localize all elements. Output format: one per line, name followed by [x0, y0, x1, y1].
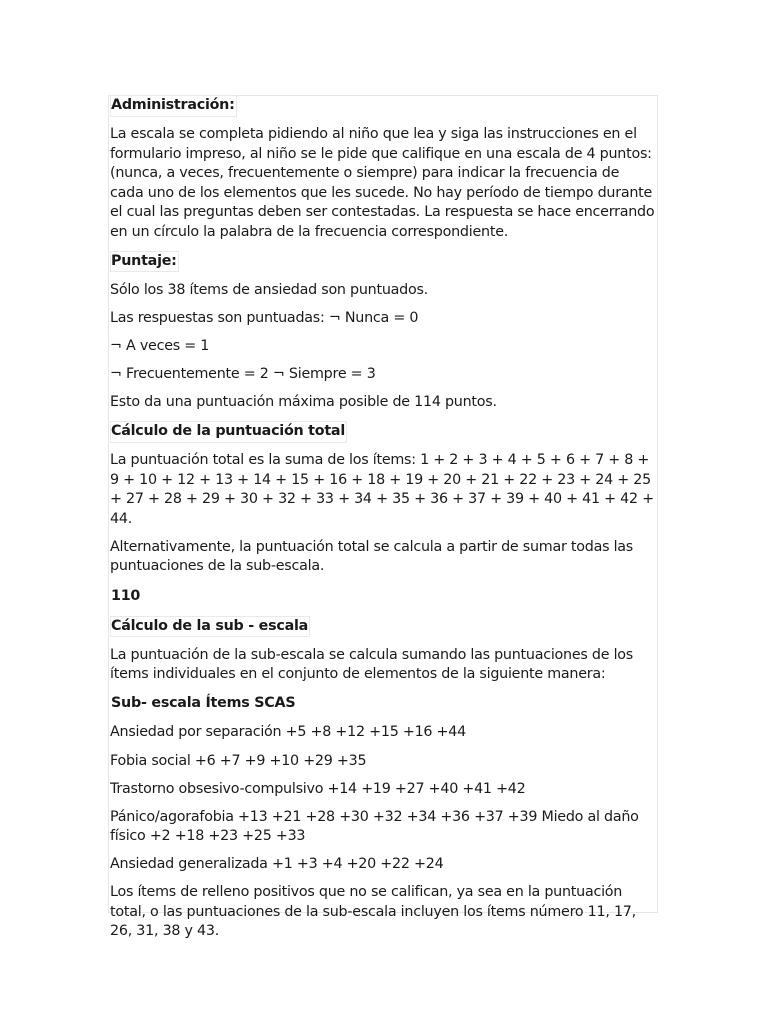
section-puntaje — [110, 251, 655, 273]
section-subescala-items — [110, 693, 655, 715]
section-calculo-subescala — [110, 616, 655, 638]
heading-calculo-subescala: Cálculo de la sub - escala — [110, 616, 310, 638]
subescala-panico-miedo: Pánico/agorafobia +13 +21 +28 +30 +32 +34 +36 +37 +39 Miedo al daño físico +2 +18 +23 +25 +33 — [110, 808, 639, 845]
paragraph-administracion: La escala se completa pidiendo al niño que lea y siga las instrucciones en el formulario impreso, al niño se le pide que califique en una escala de 4 puntos: (nunca, a veces, frecuentemente o siempre) para indicar la frecuencia de cada uno de los elementos que les sucede. No hay período de tiempo durante el cual las preguntas deben ser contestadas. La respuesta se hace encerrando en un círculo la palabra de la frecuencia correspondiente. — [110, 126, 655, 240]
subescala-ansiedad-separacion: Ansiedad por separación +5 +8 +12 +15 +16 +44 — [110, 724, 466, 741]
paragraph-alternativamente: Alternativamente, la puntuación total se calcula a partir de sumar todas las puntuaciones de la sub-escala. — [110, 538, 634, 575]
paragraph-subescala-calculo: La puntuación de la sub-escala se calcula sumando las puntuaciones de los ítems individuales en el conjunto de elementos de la siguiente manera: — [110, 646, 633, 683]
subescala-ansiedad-generalizada: Ansiedad generalizada +1 +3 +4 +20 +22 +24 — [110, 856, 444, 873]
document-content — [110, 95, 655, 950]
paragraph-frecuentemente-siempre: ¬ Frecuentemente = 2 ¬ Siempre = 3 — [110, 366, 376, 383]
section-page-number — [110, 586, 655, 608]
subescala-fobia-social: Fobia social +6 +7 +9 +10 +29 +35 — [110, 752, 367, 769]
paragraph-items-relleno: Los ítems de relleno positivos que no se califican, ya sea en la puntuación total, o las puntuaciones de la sub-escala incluyen los ítems número 11, 17, 26, 31, 38 y 43. — [110, 884, 636, 940]
section-calculo-total — [110, 421, 655, 443]
paragraph-respuestas-nunca: Las respuestas son puntuadas: ¬ Nunca = 0 — [110, 309, 419, 326]
subescala-toc: Trastorno obsesivo-compulsivo +14 +19 +27 +40 +41 +42 — [110, 780, 526, 797]
page-number: 110 — [111, 587, 141, 604]
paragraph-a-veces: ¬ A veces = 1 — [110, 337, 210, 354]
heading-administracion: Administración: — [110, 95, 237, 117]
heading-calculo-total: Cálculo de la puntuación total — [110, 421, 347, 443]
heading-puntaje: Puntaje: — [110, 251, 179, 273]
heading-subescala-items: Sub- escala Ítems SCAS — [111, 695, 296, 712]
paragraph-puntuacion-maxima: Esto da una puntuación máxima posible de 114 puntos. — [110, 394, 497, 411]
paragraph-items-puntuados: Sólo los 38 ítems de ansiedad son puntuados. — [110, 281, 428, 298]
section-administracion — [110, 95, 655, 117]
paragraph-suma-items: La puntuación total es la suma de los ítems: 1 + 2 + 3 + 4 + 5 + 6 + 7 + 8 + 9 + 10 + 12 + 13 + 14 + 15 + 16 + 18 + 19 + 20 + 21 + 22 + 23 + 24 + 25 + 27 + 28 + 29 + 30 + 32 + 33 + 34 + 35 + 36 + 37 + 39 + 40 + 41 + 42 + 44. — [110, 452, 654, 527]
